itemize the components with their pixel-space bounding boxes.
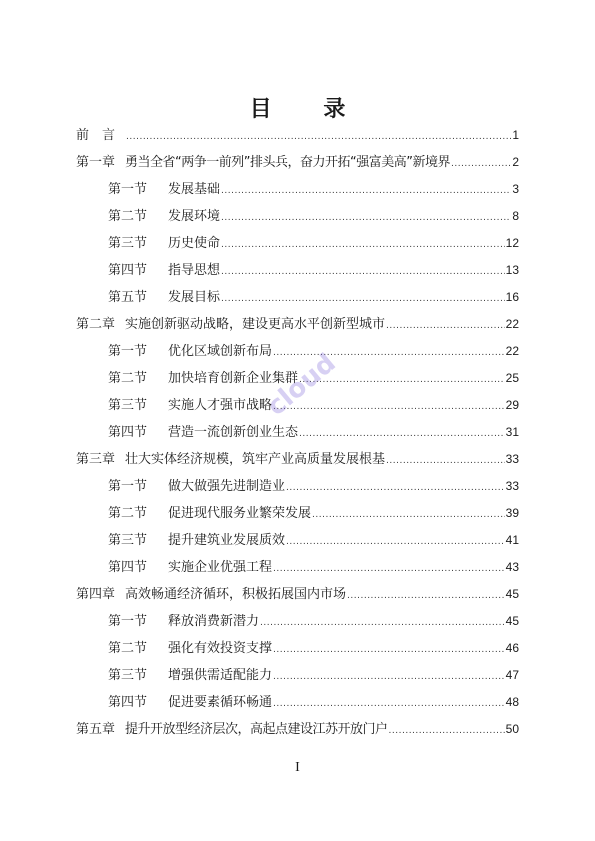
toc-leader-dots — [389, 716, 505, 745]
toc-section-entry[interactable] — [76, 365, 519, 392]
toc-page-number: 22 — [505, 344, 519, 358]
toc-section-entry[interactable] — [76, 689, 519, 716]
toc-entry-number: 第三节 — [108, 236, 148, 251]
toc-leader-dots — [126, 122, 511, 151]
toc-page-number: 2 — [512, 155, 519, 169]
toc-page-number: 13 — [505, 263, 519, 277]
toc-leader-dots — [286, 527, 505, 556]
toc-leader-dots — [347, 581, 505, 610]
toc-chapter-entry[interactable] — [76, 311, 519, 338]
toc-page-number: 45 — [505, 587, 519, 601]
toc-section-entry[interactable] — [76, 635, 519, 662]
toc-entry-number: 第三节 — [108, 398, 148, 413]
toc-section-entry[interactable] — [76, 176, 519, 203]
toc-leader-dots — [273, 392, 505, 421]
toc-entry-number: 第三章 — [76, 452, 116, 467]
toc-leader-dots — [273, 554, 505, 583]
toc-entry-number: 第三节 — [108, 668, 148, 683]
toc-section-entry[interactable] — [76, 473, 519, 500]
toc-page-number: 43 — [505, 560, 519, 574]
toc-entry-label: 壮大实体经济规模，筑牢产业高质量发展根基 — [125, 452, 386, 467]
toc-entry-label: 营造一流创新创业生态 — [168, 425, 299, 440]
toc-entry-label: 历史使命 — [168, 236, 221, 251]
toc-section-entry[interactable] — [76, 284, 519, 311]
toc-entry-label: 实施企业优强工程 — [168, 560, 273, 575]
toc-leader-dots — [312, 500, 505, 529]
toc-entry-label: 促进现代服务业繁荣发展 — [168, 506, 312, 521]
toc-section-entry[interactable] — [76, 527, 519, 554]
toc-page-number: 33 — [505, 452, 519, 466]
toc-chapter-entry[interactable] — [76, 446, 519, 473]
toc-entry-number: 第一章 — [76, 155, 116, 170]
toc-page-number: 45 — [505, 614, 519, 628]
toc-section-entry[interactable] — [76, 500, 519, 527]
toc-entry-number: 第四节 — [108, 263, 148, 278]
toc-entry-label: 提升开放型经济层次，高起点建设江苏开放门户 — [125, 722, 388, 737]
toc-page-number: 8 — [512, 209, 519, 223]
toc-page-number: 16 — [505, 290, 519, 304]
toc-entry-label: 高效畅通经济循环，积极拓展国内市场 — [125, 587, 347, 602]
toc-chapter-entry[interactable] — [76, 149, 519, 176]
toc-entry-number: 第一节 — [108, 182, 148, 197]
toc-page-number: 47 — [505, 668, 519, 682]
toc-entry-number: 第三节 — [108, 533, 148, 548]
toc-entry-number: 第二章 — [76, 317, 116, 332]
toc-entry-label: 提升建筑业发展质效 — [168, 533, 286, 548]
toc-page-number: 48 — [505, 695, 519, 709]
toc-leader-dots — [273, 635, 505, 664]
toc-leader-dots — [273, 662, 505, 691]
toc-page-number: 41 — [505, 533, 519, 547]
toc-section-entry[interactable] — [76, 392, 519, 419]
toc-page-number: 3 — [512, 182, 519, 196]
toc-entry-label: 勇当全省“两争一前列”排头兵，奋力开拓“强富美高”新境界 — [125, 155, 450, 170]
toc-chapter-entry[interactable] — [76, 122, 519, 149]
toc-entry-number: 第二节 — [108, 506, 148, 521]
toc-leader-dots — [386, 446, 505, 475]
toc-section-entry[interactable] — [76, 608, 519, 635]
toc-entry-number: 前 言 — [76, 128, 116, 143]
toc-leader-dots — [299, 365, 505, 394]
toc-entry-label: 实施创新驱动战略，建设更高水平创新型城市 — [125, 317, 386, 332]
toc-section-entry[interactable] — [76, 338, 519, 365]
toc-entry-number: 第二节 — [108, 371, 148, 386]
toc-entry-label: 发展环境 — [168, 209, 221, 224]
toc-entry-number: 第一节 — [108, 344, 148, 359]
toc-leader-dots — [221, 203, 511, 232]
toc-entry-label: 发展基础 — [168, 182, 221, 197]
toc-entry-number: 第四章 — [76, 587, 116, 602]
toc-page-number: 39 — [505, 506, 519, 520]
toc-entry-label: 释放消费新潜力 — [168, 614, 260, 629]
toc-leader-dots — [273, 338, 505, 367]
toc-page-number: 46 — [505, 641, 519, 655]
toc-page-number: 50 — [505, 722, 519, 736]
toc-leader-dots — [260, 608, 505, 637]
toc-section-entry[interactable] — [76, 419, 519, 446]
page-number-footer: I — [295, 760, 300, 775]
toc-entry-label: 强化有效投资支撑 — [168, 641, 273, 656]
toc-entry-number: 第一节 — [108, 479, 148, 494]
toc-leader-dots — [286, 473, 505, 502]
toc-section-entry[interactable] — [76, 203, 519, 230]
toc-section-entry[interactable] — [76, 554, 519, 581]
toc-leader-dots — [299, 419, 505, 448]
toc-leader-dots — [386, 311, 505, 340]
page-title: 目 录 — [249, 97, 368, 122]
toc-page-number: 1 — [512, 128, 519, 142]
toc-entry-label: 加快培育创新企业集群 — [168, 371, 299, 386]
toc-section-entry[interactable] — [76, 662, 519, 689]
toc-leader-dots — [221, 230, 505, 259]
toc-section-entry[interactable] — [76, 230, 519, 257]
toc-entry-label: 指导思想 — [168, 263, 221, 278]
toc-entry-number: 第四节 — [108, 425, 148, 440]
toc-entry-label: 增强供需适配能力 — [168, 668, 273, 683]
toc-page-number: 33 — [505, 479, 519, 493]
toc-entry-number: 第五节 — [108, 290, 148, 305]
toc-leader-dots — [221, 284, 505, 313]
toc-entry-label: 优化区域创新布局 — [168, 344, 273, 359]
toc-leader-dots — [273, 689, 505, 718]
toc-entry-label: 促进要素循环畅通 — [168, 695, 273, 710]
toc-leader-dots — [221, 257, 505, 286]
toc-entry-number: 第二节 — [108, 641, 148, 656]
toc-page-number: 25 — [505, 371, 519, 385]
toc-page-number: 31 — [505, 425, 519, 439]
toc-chapter-entry[interactable] — [76, 716, 519, 743]
toc-entry-number: 第四节 — [108, 560, 148, 575]
toc-page-number: 12 — [505, 236, 519, 250]
toc-entry-label: 发展目标 — [168, 290, 221, 305]
table-of-contents — [76, 122, 519, 743]
toc-leader-dots — [451, 149, 511, 178]
toc-page-number: 29 — [505, 398, 519, 412]
toc-entry-number: 第五章 — [76, 722, 116, 737]
toc-section-entry[interactable] — [76, 257, 519, 284]
toc-page-number: 22 — [505, 317, 519, 331]
toc-entry-number: 第四节 — [108, 695, 148, 710]
toc-entry-label: 做大做强先进制造业 — [168, 479, 286, 494]
toc-entry-label: 实施人才强市战略 — [168, 398, 273, 413]
toc-entry-number: 第一节 — [108, 614, 148, 629]
toc-leader-dots — [221, 176, 511, 205]
watermark: cloud — [261, 348, 342, 422]
toc-chapter-entry[interactable] — [76, 581, 519, 608]
toc-entry-number: 第二节 — [108, 209, 148, 224]
